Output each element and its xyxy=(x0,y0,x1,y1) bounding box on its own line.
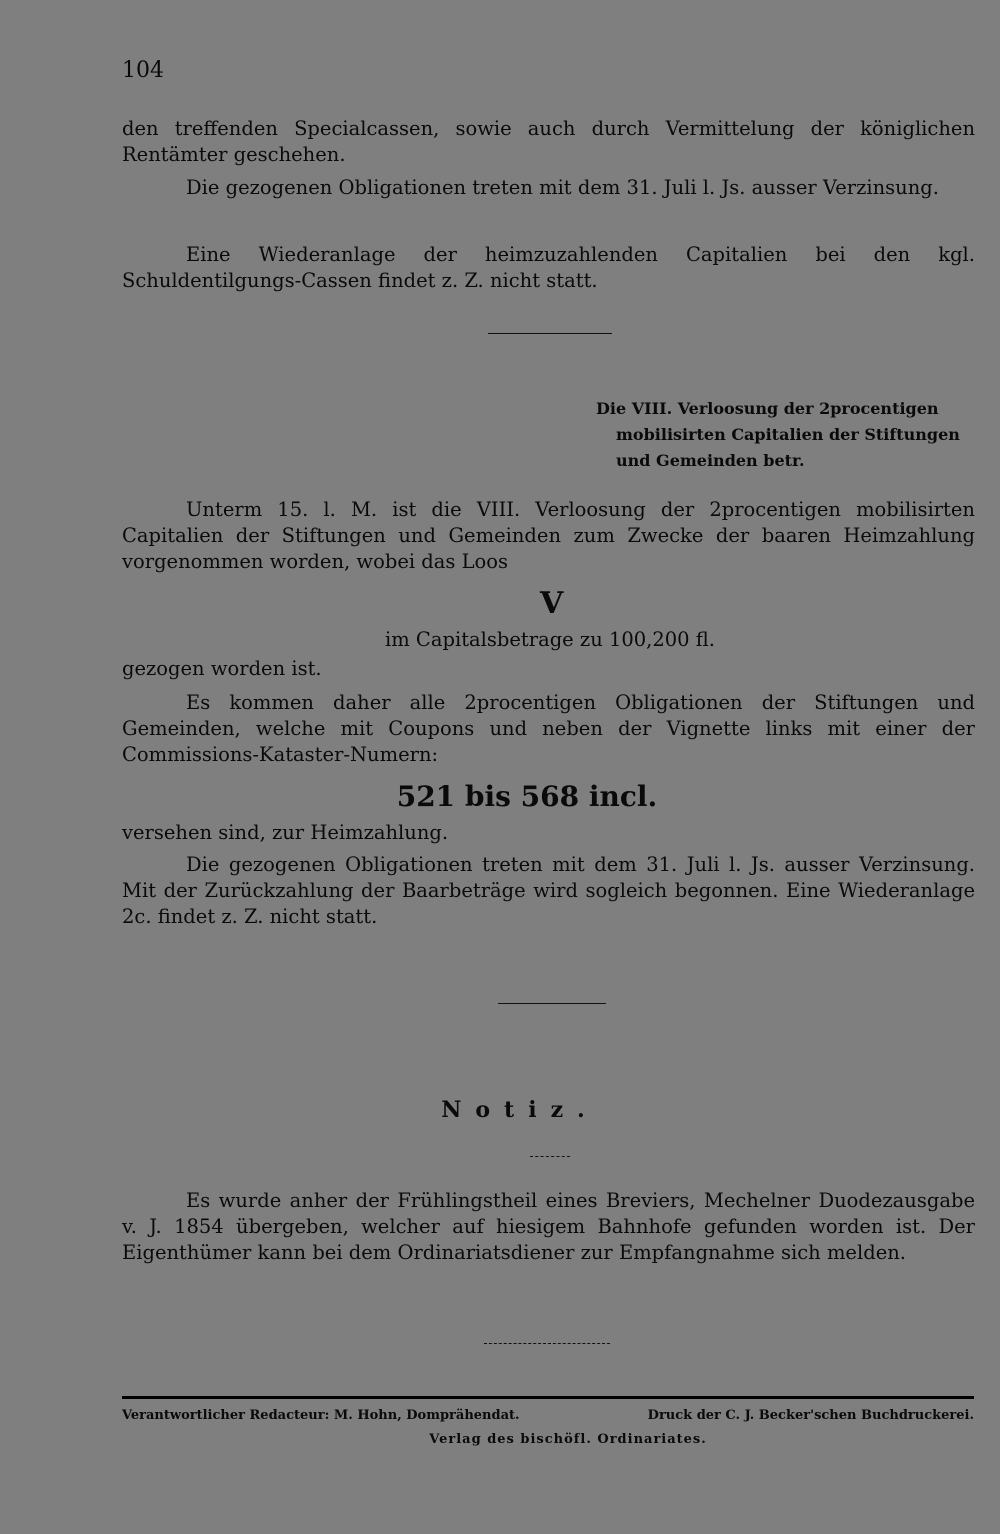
section-separator xyxy=(488,333,612,334)
intro-paragraph-1: den treffenden Specialcassen, sowie auch durch Vermittelung der königlichen Rentämter geschehen. xyxy=(122,117,975,166)
sidenote xyxy=(596,396,976,474)
section-paragraph-2: Es kommen daher alle 2procentigen Obligationen der Stiftungen und Gemeinden, welche mit Coupons und neben der Vignette links mit einer der Commissions-Kataster-Numern: xyxy=(122,691,975,766)
end-separator xyxy=(484,1343,610,1344)
section-separator-2 xyxy=(498,1003,606,1004)
section-paragraph-1: Unterm 15. l. M. ist die VIII. Verloosung der 2procentigen mobilisirten Capitalien der Stiftungen und Gemeinden zum Zwecke der baaren Heimzahlung vorgenommen worden, wobei das Loos xyxy=(122,498,975,573)
sidenote-line-2: mobilisirten Capitalien der Stiftungen xyxy=(616,425,960,444)
footer-publisher: Verlag des bischöfl. Ordinariates. xyxy=(429,1432,707,1447)
footer-editor: Verantwortlicher Redacteur: M. Hohn, Domprähendat. xyxy=(122,1408,520,1423)
footer-printer: Druck der C. J. Becker'schen Buchdruckerei. xyxy=(647,1408,974,1423)
capital-amount-line: im Capitalsbetrage zu 100,200 fl. xyxy=(385,628,715,651)
notiz-separator xyxy=(530,1156,570,1157)
notiz-paragraph: Es wurde anher der Frühlingstheil eines Breviers, Mechelner Duodezausgabe v. J. 1854 übergeben, welcher auf hiesigem Bahnhofe gefunden worden ist. Der Eigenthümer kann bei dem Ordinariatsdiener zur Empfangnahme sich melden. xyxy=(122,1189,975,1264)
section-paragraph-3: Die gezogenen Obligationen treten mit dem 31. Juli l. Js. ausser Verzinsung. Mit der Zurückzahlung der Baarbeträge wird sogleich begonnen. Eine Wiederanlage 2c. findet z. Z. nicht statt. xyxy=(122,853,975,928)
notiz-heading: Notiz. xyxy=(441,1097,599,1123)
sidenote-line-3: und Gemeinden betr. xyxy=(616,451,805,470)
footer-rule xyxy=(122,1396,974,1399)
section-paragraph-2-end: versehen sind, zur Heimzahlung. xyxy=(122,821,449,844)
sidenote-line-1: Die VIII. Verloosung der 2procentigen xyxy=(596,399,939,418)
intro-paragraph-3: Eine Wiederanlage der heimzuzahlenden Capitalien bei den kgl. Schuldentilgungs-Cassen findet z. Z. nicht statt. xyxy=(122,243,975,292)
page-number: 104 xyxy=(122,58,164,83)
drawn-line: gezogen worden ist. xyxy=(122,657,322,680)
loos-number: V xyxy=(540,586,564,621)
intro-paragraph-2: Die gezogenen Obligationen treten mit dem 31. Juli l. Js. ausser Verzinsung. xyxy=(186,176,939,199)
number-range: 521 bis 568 incl. xyxy=(396,780,658,813)
